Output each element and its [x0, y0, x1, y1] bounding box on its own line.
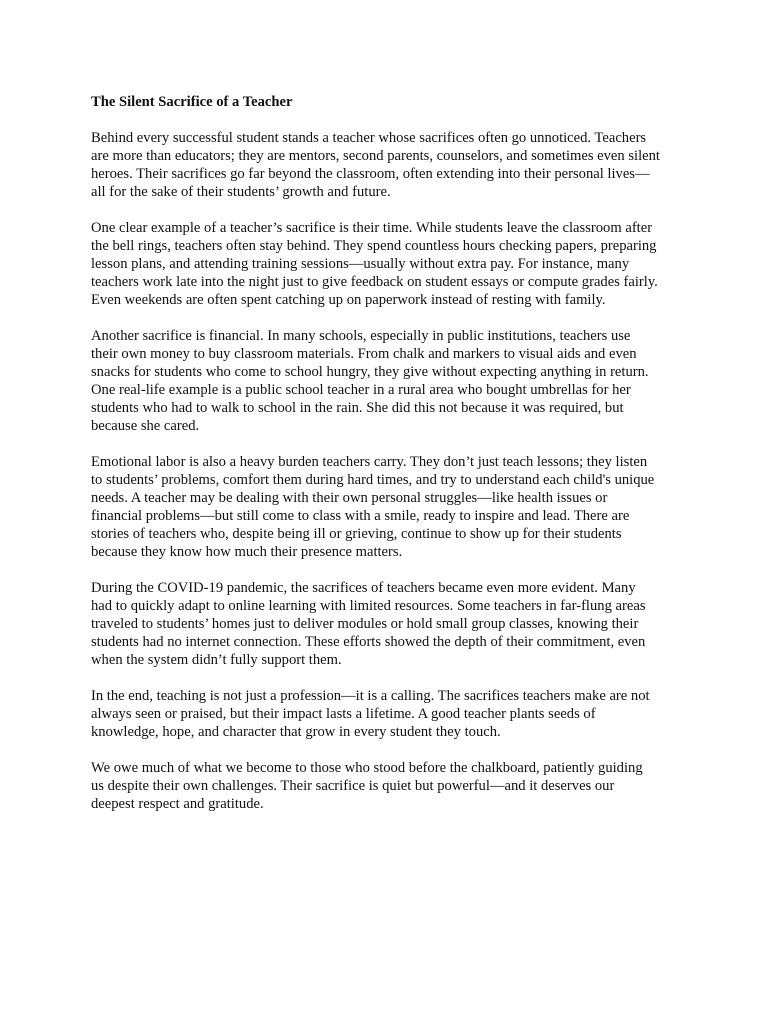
text-line: deepest respect and gratitude.: [91, 796, 264, 812]
text-line: their own money to buy classroom materials. From chalk and markers to visual aids and even: [91, 346, 637, 362]
text-line: lesson plans, and attending training sessions—usually without extra pay. For instance, many: [91, 256, 630, 272]
text-line: During the COVID-19 pandemic, the sacrifices of teachers became even more evident. Many: [91, 580, 636, 596]
document-title: The Silent Sacrifice of a Teacher: [91, 94, 293, 110]
paragraph-conclusion: [91, 759, 691, 813]
text-line: One real-life example is a public school teacher in a rural area who bought umbrellas for her: [91, 382, 631, 398]
text-line: needs. A teacher may be dealing with their own personal struggles—like health issues or: [91, 490, 608, 506]
text-line: had to quickly adapt to online learning with limited resources. Some teachers in far-flung areas: [91, 598, 646, 614]
paragraph-pandemic: [91, 579, 691, 669]
text-line: because they know how much their presence matters.: [91, 544, 403, 560]
paragraph-intro: [91, 129, 691, 201]
text-line: Even weekends are often spent catching up on paperwork instead of resting with family.: [91, 292, 606, 308]
paragraph-emotional: [91, 453, 691, 561]
text-line: all for the sake of their students’ growth and future.: [91, 184, 391, 200]
text-line: to students’ problems, comfort them during hard times, and try to understand each child's unique: [91, 472, 655, 488]
text-line: financial problems—but still come to class with a smile, ready to inspire and lead. There are: [91, 508, 630, 524]
text-line: heroes. Their sacrifices go far beyond the classroom, often extending into their personal lives—: [91, 166, 650, 182]
text-line: Emotional labor is also a heavy burden teachers carry. They don’t just teach lessons; they listen: [91, 454, 648, 470]
text-line: students had no internet connection. These efforts showed the depth of their commitment, even: [91, 634, 646, 650]
paragraph-financial: [91, 327, 691, 435]
text-line: because she cared.: [91, 418, 200, 434]
text-line: Behind every successful student stands a teacher whose sacrifices often go unnoticed. Teachers: [91, 130, 647, 146]
text-line: teachers work late into the night just to give feedback on student essays or compute grades fairly.: [91, 274, 658, 290]
text-line: One clear example of a teacher’s sacrifice is their time. While students leave the classroom after: [91, 220, 653, 236]
paragraph-time: [91, 219, 691, 309]
text-line: traveled to students’ homes just to deliver modules or hold small group classes, knowing their: [91, 616, 639, 632]
text-line: students who had to walk to school in the rain. She did this not because it was required, but: [91, 400, 624, 416]
text-line: always seen or praised, but their impact lasts a lifetime. A good teacher plants seeds of: [91, 706, 596, 722]
text-line: snacks for students who come to school hungry, they give without expecting anything in return.: [91, 364, 649, 380]
text-line: We owe much of what we become to those who stood before the chalkboard, patiently guiding: [91, 760, 643, 776]
text-line: Another sacrifice is financial. In many schools, especially in public institutions, teachers use: [91, 328, 631, 344]
paragraph-calling: [91, 687, 691, 741]
text-line: stories of teachers who, despite being ill or grieving, continue to show up for their students: [91, 526, 622, 542]
text-line: are more than educators; they are mentors, second parents, counselors, and sometimes even silent: [91, 148, 660, 164]
text-line: In the end, teaching is not just a profession—it is a calling. The sacrifices teachers make are not: [91, 688, 650, 704]
text-line: when the system didn’t fully support them.: [91, 652, 342, 668]
text-line: knowledge, hope, and character that grow in every student they touch.: [91, 724, 501, 740]
text-line: the bell rings, teachers often stay behind. They spend countless hours checking papers, preparing: [91, 238, 657, 254]
document-body: [91, 93, 691, 831]
text-line: us despite their own challenges. Their sacrifice is quiet but powerful—and it deserves our: [91, 778, 615, 794]
